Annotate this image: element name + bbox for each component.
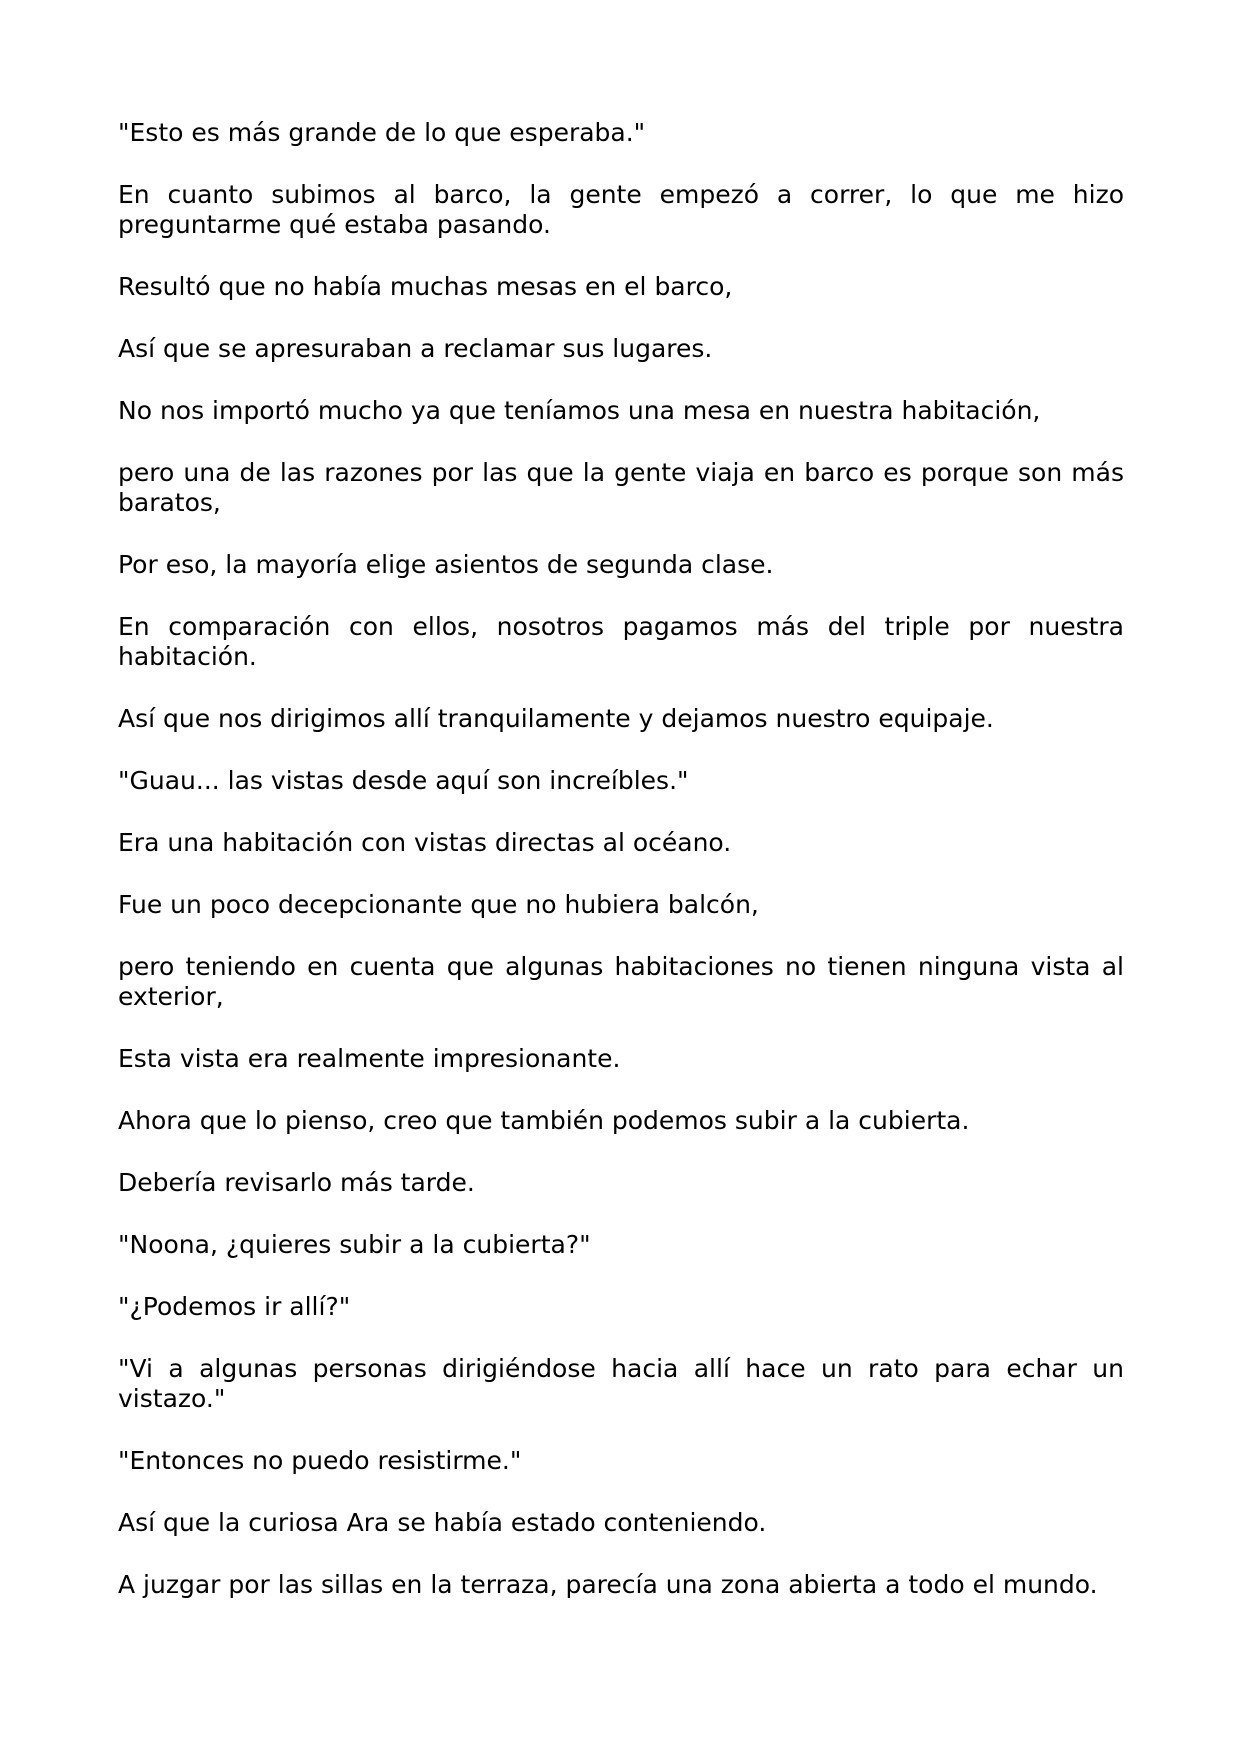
paragraph: Así que nos dirigimos allí tranquilamente y dejamos nuestro equipaje. [118, 704, 994, 733]
paragraph: Así que la curiosa Ara se había estado conteniendo. [118, 1508, 767, 1537]
paragraph: "Entonces no puedo resistirme." [118, 1446, 522, 1475]
paragraph: pero una de las razones por las que la gente viaja en barco es porque son más baratos, [118, 458, 1124, 517]
paragraph: pero teniendo en cuenta que algunas habitaciones no tienen ninguna vista al exterior, [118, 952, 1124, 1011]
paragraph: "Vi a algunas personas dirigiéndose hacia allí hace un rato para echar un vistazo." [118, 1354, 1124, 1413]
paragraph: Por eso, la mayoría elige asientos de segunda clase. [118, 550, 774, 579]
paragraph: Ahora que lo pienso, creo que también podemos subir a la cubierta. [118, 1106, 970, 1135]
paragraph: "Guau... las vistas desde aquí son increíbles." [118, 766, 689, 795]
paragraph: Era una habitación con vistas directas al océano. [118, 828, 732, 857]
paragraph: Debería revisarlo más tarde. [118, 1168, 475, 1197]
paragraph: "Esto es más grande de lo que esperaba." [118, 118, 646, 147]
paragraph: "¿Podemos ir allí?" [118, 1292, 351, 1321]
document-body [118, 118, 1124, 1632]
paragraph: En comparación con ellos, nosotros pagamos más del triple por nuestra habitación. [118, 612, 1124, 671]
paragraph: "Noona, ¿quieres subir a la cubierta?" [118, 1230, 591, 1259]
paragraph: Así que se apresuraban a reclamar sus lugares. [118, 334, 713, 363]
paragraph: Resultó que no había muchas mesas en el barco, [118, 272, 733, 301]
paragraph: No nos importó mucho ya que teníamos una mesa en nuestra habitación, [118, 396, 1041, 425]
paragraph: A juzgar por las sillas en la terraza, parecía una zona abierta a todo el mundo. [118, 1570, 1098, 1599]
paragraph: Fue un poco decepcionante que no hubiera balcón, [118, 890, 759, 919]
paragraph: En cuanto subimos al barco, la gente empezó a correr, lo que me hizo preguntarme qué estaba pasando. [118, 180, 1124, 239]
paragraph: Esta vista era realmente impresionante. [118, 1044, 621, 1073]
